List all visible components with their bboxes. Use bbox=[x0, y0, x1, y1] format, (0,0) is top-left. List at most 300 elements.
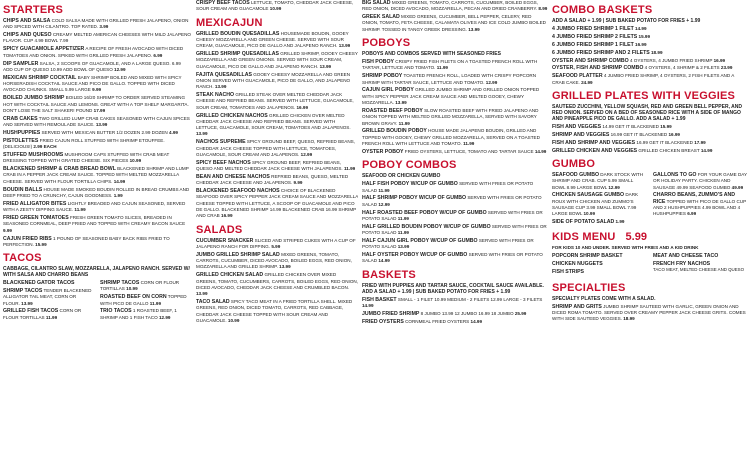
item-price: 12.99 bbox=[485, 79, 498, 85]
item-description: JUMBO SHRIMP SAUTEED WITH GARLIC, GREEN ONION AND DICED ROMA TOMATO. SERVED OVER CREAMY PEPPER JACK CHEESE GRITS. COMES WITH SIDE SAUTEED VEGGIES. bbox=[552, 303, 746, 322]
menu-item bbox=[362, 73, 548, 86]
item-description: CORNMEAL FRIED OYSTERS bbox=[405, 318, 470, 324]
item-description: GRILLED JUMBO SHRIMP AND GRILLED ONION TOPPED WITH SPICY PEPPER JACK CREAM SAUCE AND MELTED GOOEY, CHEWY MOZZARELLA. bbox=[362, 87, 540, 106]
menu-section bbox=[196, 224, 358, 325]
section-title: BASKETS bbox=[362, 268, 416, 281]
item-name: ROASTED BEEF ON CORN bbox=[100, 294, 167, 301]
section-title: SPECIALTIES bbox=[552, 281, 626, 294]
item-name: TRIO TACOS bbox=[100, 308, 132, 315]
item-price: 25.99 bbox=[514, 310, 527, 316]
menu-item bbox=[3, 61, 191, 74]
item-price: 6.99 bbox=[687, 211, 697, 217]
two-column-group bbox=[3, 280, 191, 323]
section-title: POBOY COMBOS bbox=[362, 159, 457, 172]
sub-column-right bbox=[653, 172, 748, 227]
item-price: 12.99 bbox=[608, 184, 620, 190]
item-name: HALF GRILLED BOUDIN POBOY W/CUP OF GUMBO bbox=[362, 223, 491, 230]
section-title: GUMBO bbox=[552, 157, 596, 170]
menu-item bbox=[3, 201, 191, 214]
item-name: CUCUMBER SNACKER bbox=[196, 237, 254, 244]
item-description: FOR YOUR GAME DAY OR HOLIDAY PARTY. CHICKEN AND SAUSAGE 49.99 SEAFOOD GUMBO bbox=[653, 171, 747, 190]
item-name: FISH AND SHRIMP AND VEGGIES bbox=[552, 139, 636, 146]
item-price: 11.99 bbox=[463, 141, 475, 147]
menu-item bbox=[196, 299, 358, 324]
item-name: HALF OYSTER POBOY W/CUP OF GUMBO bbox=[362, 252, 468, 259]
item-description: GRILLED STEAK OVER MELTED CHEDDAR JACK CHEESE AND REFRIED BEANS. SERVED WITH LETTUCE, GUACAMOLE, SOUR CREAM, TOMATOES AND JALAPENOS. bbox=[196, 92, 354, 110]
item-name: CAJUN FRIED RIBS bbox=[3, 235, 52, 242]
item-description: SERVED WITH FRIES OR POTATO SALAD bbox=[362, 195, 542, 207]
menu-item bbox=[3, 32, 191, 45]
item-name: SHRIMP TACOS bbox=[3, 288, 43, 294]
item-name: SHRIMP AND VEGGIES bbox=[552, 131, 610, 138]
item-description: FRIED OYSTERS, LETTUCE, TOMATO AND TARTAR SAUCE bbox=[404, 148, 534, 154]
menu-section bbox=[552, 90, 748, 154]
item-name: HUSHPUPPIES bbox=[3, 129, 41, 136]
item-description: 4 OYSTERS, 4 SHRIMP & 2 FILETS bbox=[644, 65, 720, 71]
menu-column-4 bbox=[552, 0, 748, 455]
item-price: 1.99 bbox=[113, 192, 123, 198]
item-price: 18.99 bbox=[651, 49, 663, 55]
item-price: 15.99 bbox=[638, 33, 651, 39]
item-description: LIGHTLY BREADED AND CAJUN SEASONED, SERVED WITH A ZESTY DIPPING SAUCE. bbox=[3, 200, 186, 213]
item-price: 14.99 bbox=[635, 26, 647, 31]
item-price: 10.99 bbox=[227, 318, 240, 323]
menu-item bbox=[196, 113, 358, 138]
item-name: CHIPS AND SALSA bbox=[3, 18, 51, 24]
item-description: GRILLED CHICKEN OVER MELTED CHEDDAR JACK CHEESE AND REFRIED BEANS. SERVED WITH LETTUCE, GUACAMOLE, SOUR CREAM, TOMATOES AND JALAPENOS. bbox=[196, 112, 351, 131]
item-price: 13.99 bbox=[395, 100, 407, 106]
item-price: 13.99 bbox=[338, 43, 351, 49]
menu-item bbox=[552, 219, 647, 225]
item-price: 2.99 EACH bbox=[33, 144, 57, 150]
item-name: BLACKENED GATOR TACOS bbox=[3, 280, 75, 287]
sub-column-left bbox=[3, 280, 94, 323]
item-price: 24.99 bbox=[581, 79, 593, 85]
menu-item bbox=[3, 130, 191, 136]
item-name: FISH STRIPS bbox=[552, 269, 584, 276]
menu-item bbox=[3, 236, 191, 249]
menu-item bbox=[552, 42, 748, 48]
menu-section bbox=[362, 0, 548, 33]
menu-item bbox=[196, 272, 358, 297]
item-name: HALF ROASTED BEEF POBOY W/CUP OF GUMBO bbox=[362, 209, 487, 216]
item-price: 11.99 bbox=[397, 230, 409, 236]
item-price: 9.99 bbox=[92, 87, 102, 93]
item-price: 1.99 bbox=[615, 219, 625, 225]
item-name: FISH AND VEGGIES bbox=[552, 123, 602, 130]
item-name: TACO SALAD bbox=[196, 299, 230, 306]
section-note: SEAFOOD OR CHICKEN GUMBO bbox=[362, 173, 441, 180]
menu-item bbox=[362, 59, 548, 72]
menu-item bbox=[3, 308, 94, 321]
item-price: 3.99 bbox=[99, 24, 109, 30]
menu-item bbox=[196, 188, 358, 219]
item-name: ROASTED BEEF POBOY bbox=[362, 107, 423, 114]
item-name: GRILLED SHRIMP QUESADILLAS bbox=[196, 51, 279, 58]
item-price: 12.99 bbox=[158, 314, 171, 320]
item-name: GALLONS TO GO bbox=[653, 171, 697, 178]
item-price: 13.99 bbox=[196, 291, 208, 297]
section-note: FOR KIDS 10 AND UNDER. SERVED WITH FRIES AND A KID DRINK bbox=[552, 245, 699, 251]
item-name: HALF CAJUN GIRL POBOY W/CUP OF GUMBO bbox=[362, 237, 478, 244]
item-name: CHIPS AND QUESO bbox=[3, 32, 52, 39]
section-title: POBOYS bbox=[362, 37, 411, 50]
item-price: 13.99 bbox=[319, 63, 332, 69]
item-description: MIXED GREENS, TOMATO, CARROTS, CUCUMBER, BOILED EGGS, RED ONION, DICED AVOCADO, MOZZARELLA, PECAN AND DRIED CRANBERRY. bbox=[362, 0, 538, 12]
item-description: SERVED WITH FRIES OR POTATO SALAD bbox=[362, 252, 543, 264]
item-name: SPICY BEEF NACHOS bbox=[196, 159, 251, 166]
section-note: POBOYS AND COMBOS SERVED WITH SEASONED FRIES bbox=[362, 51, 501, 58]
item-name: GRILLED CHICKEN SALAD bbox=[196, 272, 264, 279]
item-name: FISH POBOY bbox=[362, 59, 394, 66]
menu-item bbox=[3, 46, 191, 59]
item-name: FRIED OYSTERS bbox=[362, 318, 404, 325]
menu-section bbox=[196, 0, 358, 13]
menu-item bbox=[653, 172, 748, 191]
item-name: OYSTER, FISH AND SHRIMP COMBO bbox=[552, 65, 644, 72]
item-price: 14.99 bbox=[470, 318, 483, 324]
menu-item bbox=[3, 18, 191, 31]
item-price: 11.99 bbox=[398, 120, 410, 126]
menu-item bbox=[362, 149, 548, 155]
item-name: PISTOLETTES bbox=[3, 137, 39, 144]
section-title: SALADS bbox=[196, 223, 243, 236]
menu-item bbox=[196, 51, 358, 70]
item-price: 5.99 bbox=[271, 243, 281, 249]
menu-item bbox=[653, 192, 748, 217]
item-description: GRILLED CHICKEN OVER MIXED GREENS, TOMATO, CUCUMBERS, CARROTS, BOILED EGGS, RED ONION, DICED AVOCADO, CHEDDAR JACK CHEESE AND CRUMBLED BACON. bbox=[196, 272, 358, 290]
sub-column-right bbox=[100, 280, 191, 323]
menu-item bbox=[3, 288, 94, 307]
item-price: 14.99 bbox=[534, 148, 547, 154]
menu-item bbox=[552, 65, 748, 71]
menu-item bbox=[3, 152, 191, 165]
item-name: GRILLED CHICKEN AND VEGGIES bbox=[552, 147, 638, 154]
item-name: CAJUN GIRL POBOY bbox=[362, 87, 414, 94]
item-description: 14.99 GET IT BLACKENED bbox=[602, 123, 659, 129]
item-description: TENDER BLACKENED ALLIGATOR TAIL MEAT, CORN OR FLOUR. bbox=[3, 288, 92, 306]
menu-item bbox=[653, 261, 748, 273]
item-name: 4 JUMBO FRIED SHRIMP 2 FILETS bbox=[552, 33, 638, 40]
item-name: BIG SALAD bbox=[362, 0, 391, 6]
item-description: 8 JUMBO 13.99 12 JUMBO 16.99 18 JUMBO bbox=[420, 310, 514, 316]
menu-item bbox=[362, 108, 548, 127]
item-price: 9.99 bbox=[293, 180, 303, 186]
menu-item bbox=[100, 294, 191, 307]
menu-item bbox=[362, 14, 548, 33]
menu-item bbox=[362, 238, 548, 251]
item-description: CRISPY FRIED FISH FILETS ON A TOASTED FRENCH ROLL WITH TARTAR, LETTUCE AND TOMATO. bbox=[362, 59, 538, 71]
item-description: 16.99 GET IT BLACKENED bbox=[636, 139, 693, 145]
menu-item bbox=[552, 192, 647, 217]
item-name: HALF FISH POBOY W/CUP OF GUMBO bbox=[362, 181, 458, 188]
item-price: 14.99 bbox=[700, 147, 713, 153]
item-description: SERVED WITH FRIES OR POTATO SALAD bbox=[362, 223, 547, 236]
item-price: 16.99 bbox=[296, 104, 308, 110]
menu-item bbox=[552, 50, 748, 56]
menu-item bbox=[362, 0, 548, 13]
item-description: CREAMY MELTED AMERICAN CHEESES WITH MILD JALAPENO FLAVOR. CUP 4.99 BOWL 7.99 bbox=[3, 32, 191, 44]
section-note: FRIED WITH PUPPIES AND TARTAR SAUCE, COCKTAIL SAUCE AVAILABLE. ADD A SALAD + 1.99 | SUB BAKED POTATO FOR FRIES + 1.99 bbox=[362, 282, 544, 295]
menu-item bbox=[552, 140, 748, 146]
menu-item bbox=[196, 174, 358, 187]
section-note: SPECIALTY PLATES COME WITH A SALAD. bbox=[552, 295, 656, 302]
item-description: A RECIPE OF FRESH AVOCADO WITH DICED TOMATOES AND ONION. SPIKED WITH GRILLED FRESH JALAPENO. bbox=[3, 46, 184, 58]
item-price: 16.99 bbox=[221, 213, 233, 219]
menu-item bbox=[196, 139, 358, 158]
two-column-group bbox=[552, 172, 748, 227]
item-price: 12.99 bbox=[378, 201, 390, 207]
sub-column-left bbox=[552, 253, 647, 278]
menu-column-1 bbox=[3, 0, 191, 455]
item-description: SERVED WITH FRIES OR POTATO SALAD bbox=[362, 209, 543, 221]
item-name: 4 JUMBO FRIED SHRIMP 1 FILET bbox=[552, 26, 634, 32]
menu-section bbox=[552, 4, 748, 86]
item-price: 9.99 bbox=[3, 227, 12, 233]
item-description: SLICED AND STRIPED CUKES WITH A CUP OF JALAPENO RANCH FOR DIPPING. bbox=[196, 237, 356, 249]
item-name: BEAN AND CHEESE NACHOS bbox=[196, 173, 270, 180]
menu-section bbox=[362, 269, 548, 325]
kids-menu-header bbox=[552, 227, 748, 245]
menu-item bbox=[362, 181, 548, 194]
item-name: HALF SHRIMP POBOY W/CUP OF GUMBO bbox=[362, 195, 467, 202]
item-description: SERVED WITH FRIES OR POTATO SALAD bbox=[362, 181, 534, 193]
item-description: DARK STOCK WITH SHRIMP AND CRAB. CUP 5.99 SMALL BOWL 8.99 LARGE BOWL bbox=[552, 171, 644, 190]
menu-item bbox=[362, 210, 548, 223]
item-price: 13.99 bbox=[214, 84, 227, 90]
section-title: STARTERS bbox=[3, 4, 64, 16]
item-description: HOUSE MADE JALAPENO BOUDIN, GRILLED AND TOPPED WITH GOOEY, CHEWY GRILLED MOZZARELLA, SERVED ON A TOASTED FRENCH ROLL WITH LETTUCE AND TOMATO. bbox=[362, 128, 540, 147]
item-name: GRILLED CHICKEN NACHOS bbox=[196, 112, 268, 119]
menu-item bbox=[196, 0, 358, 13]
item-name: JUMBO FRIED SHRIMP bbox=[362, 310, 420, 317]
item-name: FAJITA QUESADILLAS bbox=[196, 71, 252, 78]
menu-item bbox=[3, 116, 191, 129]
menu-item bbox=[552, 26, 748, 32]
menu-item bbox=[3, 215, 191, 234]
menu-item bbox=[3, 280, 94, 286]
menu-item bbox=[552, 148, 748, 154]
item-price: 13.99 bbox=[95, 122, 108, 128]
item-price: 14.99 bbox=[362, 303, 374, 309]
item-price: 6.99 bbox=[153, 52, 163, 58]
item-price: 11.99 bbox=[45, 314, 58, 320]
two-column-group bbox=[552, 253, 748, 278]
item-price: 10.99 bbox=[126, 286, 138, 292]
item-name: GRILLED BOUDIN QUESADILLAS bbox=[196, 30, 280, 37]
item-description: 1 POUND OF SEASONED BABY BACK RIBS FRIED TO PERFECTION. bbox=[3, 235, 170, 247]
item-name: GRILLED BOUDIN POBOY bbox=[362, 128, 427, 135]
item-name: MEXICAN SHRIMP COCKTAIL bbox=[3, 74, 77, 81]
item-description: BLACKENED SHRIMP AND LUMP CRAB IN A PEPPER JACK CREAM SAUCE. TOPPED WITH MELTED MOZZARELLA CHEESE. SERVED WITH FLOUR TORTILLA CHIPS. bbox=[3, 166, 189, 184]
item-name: CHARRO BEANS, ZUMMO'S AND RICE bbox=[653, 192, 736, 205]
item-description: SERVED WITH MEXICAN BUTTER 1/2 DOZEN 2.99 DOZEN bbox=[41, 129, 168, 135]
item-name: FRENCH FRY NACHOS bbox=[653, 261, 711, 268]
item-description: SERVED WITH FRIES OR POTATO SALAD bbox=[362, 237, 534, 250]
item-description: 16.99 GET IT BLACKENED bbox=[610, 131, 668, 137]
item-description: DARK ROUX WITH CHICKEN AND ZUMMO'S SAUSAGE CUP 3.99 SMALL BOWL 7.99 LARGE BOWL bbox=[552, 192, 639, 217]
item-name: SHRIMP TACOS bbox=[100, 280, 140, 287]
item-name: GREEK SALAD bbox=[362, 14, 400, 21]
menu-section bbox=[3, 252, 191, 323]
item-name: CHICKEN NUGGETS bbox=[552, 261, 603, 268]
item-price: 14.99 bbox=[113, 178, 126, 184]
menu-item bbox=[100, 308, 191, 321]
item-price: 16.99 bbox=[668, 131, 680, 137]
item-description: BABY SHRIMP BOILED AND MIXED WITH SPICY HORSERADISH COCKTAIL SAUCE AND PICO DE GALLO. TOPPED WITH DICED AVOCADO CHUNKS. SMALL 5.99 LARGE bbox=[3, 74, 182, 93]
menu-item bbox=[196, 252, 358, 271]
item-price: 15.99 bbox=[35, 241, 47, 247]
item-name: SIDE OF POTATO SALAD bbox=[552, 219, 615, 226]
sub-column-left bbox=[552, 172, 647, 227]
menu-item bbox=[362, 297, 548, 310]
item-description: HOUSEMADE BOUDIN, GOOEY CHEESY MOZZARELLA AND GREEN CHEESE. SERVED WITH SOUR CREAM, GUACAMOLE, PICO DE GALLO AND JALAPENO RANCH. bbox=[196, 30, 349, 49]
item-price: 12.99 bbox=[114, 66, 126, 72]
menu-item bbox=[552, 34, 748, 40]
menu-item bbox=[3, 166, 191, 185]
item-description: SPICY TACO MEAT IN A FRIED TORTILLA SHELL. MIXED GREENS, RED ONION, DICED TOMATO, CARROTS, RED CABBAGE, CHEDDAR JACK CHEESE TOPPED WITH SOUR CREAM AND GUACAMOLE. bbox=[196, 299, 353, 323]
item-name: 6 JUMBO FRIED SHRIMP AND 2 FILETS bbox=[552, 49, 650, 56]
item-price: 11.99 bbox=[149, 300, 162, 306]
section-note: SAUTEED ZUCCHINI, YELLOW SQUASH, RED AND GREEN BELL PEPPER, AND RED ONION. SERVED ON A BED OF SEASONED RICE WITH A SIDE OF MANGO AND PINEAPPLE PICO DE GALLO. ADD A SALAD + 1.99 bbox=[552, 103, 743, 122]
item-price: 11.99 bbox=[343, 166, 356, 172]
section-title: TACOS bbox=[3, 252, 42, 265]
menu-item bbox=[362, 252, 548, 265]
item-description: 4 OYSTERS, 4 JUMBO FRIED SHRIMP bbox=[629, 57, 713, 63]
menu-item bbox=[552, 261, 647, 267]
item-description: SPICY GROUND BEEF, REFRIED BEANS, QUESO AND MELTED CHEDDAR JACK CHEESE WITH JALAPENOS. bbox=[196, 159, 343, 172]
item-price: 13.99 bbox=[397, 244, 410, 250]
menu-section bbox=[3, 4, 191, 248]
item-description: SPICY GROUND BEEF, QUESO, REFRIED BEANS, CHEDDAR JACK CHEESE TOPPED WITH LETTUCE, TOMATOES, GUACAMOLE, SOUR CREAM AND JALAPENOS. bbox=[196, 139, 356, 157]
section-note: ADD A SALAD + 1.99 | SUB BAKED POTATO FOR FRIES + 1.99 bbox=[552, 18, 701, 24]
item-price: 18.99 bbox=[623, 316, 635, 322]
item-description: SLOW ROASTED BEEF WITH FRIED JALAPENO AND ONION TOPPED WITH MELTED GRILLED MOZZARELLA, SERVED WITH SAVORY BROWN GRAVY. bbox=[362, 107, 539, 126]
item-name: SPICY GUACAMOLE APPETIZER bbox=[3, 46, 85, 53]
menu-section bbox=[196, 17, 358, 220]
menu-item bbox=[362, 224, 548, 237]
section-title: MEXICAJUN bbox=[196, 16, 263, 29]
item-description: 1 ROASTED BEEF, 1 SHRIMP AND 1 FISH TACO bbox=[100, 308, 177, 320]
item-name: OYSTER POBOY bbox=[362, 148, 404, 155]
item-description: FRESH GREEN TOMATO SLICES, BREADED IN SEASONED CORNMEAL, DEEP FRIED AND TOPPED WITH CREAMY BACON SAUCE bbox=[3, 215, 186, 227]
item-description: TACO MEAT, MELTED CHEESE AND QUESO bbox=[653, 267, 744, 273]
item-description: SMALL - 1 FILET 10.99 MEDIUM - 2 FILETS 12.99 LARGE - 3 FILETS bbox=[397, 296, 543, 302]
item-description: LETTUCE, TOMATO, CHEDDAR JACK CHEESE, SOUR CREAM AND GUACAMOLE bbox=[196, 0, 354, 12]
item-description: TOPPED WITH PICO DE GALLO bbox=[100, 294, 187, 306]
menu-section bbox=[362, 37, 548, 155]
item-price: 13.99 bbox=[21, 300, 33, 306]
item-price: 14.99 bbox=[378, 258, 390, 264]
item-name: BOUDIN BALLS bbox=[3, 186, 43, 193]
menu-section bbox=[552, 158, 748, 227]
menu-item bbox=[196, 31, 358, 50]
menu-item bbox=[3, 187, 191, 200]
menu-section bbox=[552, 227, 748, 278]
menu-section bbox=[362, 159, 548, 265]
item-description: SALSA, 2 SCOOPS OF GUACAMOLE, AND A LARGE QUESO. 6.99 ADD CUP OF QUESO 10.99 ADD BOWL OF QUESO bbox=[3, 60, 181, 72]
item-name: OYSTER AND SHRIMP COMBO bbox=[552, 57, 629, 64]
menu-item bbox=[362, 195, 548, 208]
item-price: 17.99 bbox=[694, 139, 706, 145]
item-name: SHRIMP AND GRITS bbox=[552, 303, 602, 310]
item-description: COLD SALSA MADE WITH GRILLED FRESH JALAPENO, ONION AND SPICED WITH CILANTRO. TOP RATED. bbox=[3, 18, 189, 30]
item-price: 10.99 bbox=[269, 6, 282, 12]
menu-item bbox=[552, 172, 647, 191]
menu-item bbox=[362, 128, 548, 147]
item-name: FRIED GREEN TOMATOES bbox=[3, 215, 69, 222]
item-name: CRISPY BEEF TACOS bbox=[196, 0, 250, 6]
item-name: BLACKENED SEAFOOD NACHOS bbox=[196, 188, 280, 195]
item-name: FISH BASKET bbox=[362, 296, 397, 303]
menu-item bbox=[3, 138, 191, 151]
menu-item bbox=[552, 132, 748, 138]
item-price: 11.99 bbox=[436, 65, 448, 71]
item-price: 49.99 bbox=[731, 184, 744, 190]
item-price: 11.99 bbox=[74, 207, 86, 213]
item-name: STUFFED MUSHROOMS bbox=[3, 151, 64, 158]
menu-item bbox=[552, 269, 647, 275]
item-name: NACHOS SUPREME bbox=[196, 139, 246, 146]
item-description: MUSHROOM CAPS STUFFED WITH CRAB MEAT DRESSING TOPPED WITH GRATED CHEESE. SIX PIECES bbox=[3, 151, 170, 164]
item-name: DIP SAMPLER bbox=[3, 60, 39, 67]
item-price: 12.99 bbox=[300, 151, 313, 157]
item-price: 8.99 bbox=[538, 6, 548, 12]
item-price: 10.99 bbox=[583, 211, 595, 217]
menu-item bbox=[552, 73, 748, 86]
item-description: TOPPED WITH PICO DE GALLO CUP AND 2 HUSHPUPPIES 4.99 BOWL AND 4 HUSHPUPPIES bbox=[653, 198, 747, 217]
item-description: CHOICE OF BLACKENED SEAFOOD OVER SPICY PEPPER JACK CREAM SAUCE AND MOZZARELLA CHEESE TOPPED WITH LETTUCE, A SCOOP OF GUACAMOLE AND PICO DE GALLO. BLACKENED SHRIMP 14.99 BLACKENED CRAB 16.99 SHRIMP AND CRAB bbox=[196, 188, 358, 219]
menu-item bbox=[3, 95, 191, 114]
item-description: MIXED GREENS, CUCUMBER, BELL PEPPER, CELERY, RED ONION, TOMATO, FETA CHEESE, CALAMATA OLIVES AND ICE COLD JUMBO BOILED SHRIMP. TOSSED IN TANGY GREEK DRESSING. bbox=[362, 14, 546, 32]
menu-item bbox=[196, 238, 358, 251]
menu-item bbox=[552, 304, 748, 323]
item-name: SEAFOOD PLATTER bbox=[552, 73, 603, 80]
item-price: 13.99 bbox=[196, 131, 208, 137]
section-title: GRILLED PLATES WITH VEGGIES bbox=[552, 89, 736, 102]
item-name: SHRIMP POBOY bbox=[362, 73, 403, 80]
menu-item bbox=[362, 87, 548, 106]
menu-column-2 bbox=[196, 0, 358, 455]
item-description: GRILLED SHRIMP, GOOEY CHEESY MOZZARELLA AND GREEN ONIONS. SERVED WITH SOUR CREAM, GUACAMOLE, PICO DE GALLO AND JALAPENO RANCH. bbox=[196, 51, 358, 69]
item-description: CORN OR FLOUR TORTILLAS bbox=[3, 308, 82, 320]
item-price: 4.99 bbox=[169, 129, 178, 135]
menu-item bbox=[196, 92, 358, 111]
section-title: KIDS MENU bbox=[552, 231, 616, 244]
item-price: 10.99 bbox=[129, 158, 142, 164]
item-description: MIXED GREENS, TOMATO, CARROTS, CUCUMBER, DICED AVOCADO, BOILED EGGS, RED ONION, MOZZARELLA AND GRILLED SHRIMP. bbox=[196, 251, 352, 270]
item-price: 16.99 bbox=[713, 57, 726, 63]
item-name: MEAT AND CHEESE TACO bbox=[653, 253, 719, 260]
item-price: 17.99 bbox=[93, 107, 106, 113]
section-title: COMBO BASKETS bbox=[552, 4, 653, 16]
menu-item bbox=[552, 253, 647, 259]
item-name: CHICKEN SAUSAGE GUMBO bbox=[552, 192, 625, 199]
item-name: SEAFOOD GUMBO bbox=[552, 171, 599, 178]
item-name: BOILED JUMBO SHRIMP bbox=[3, 95, 65, 102]
sub-column-right bbox=[653, 253, 748, 278]
item-name: 6 JUMBO FRIED SHRIMP 1 FILET bbox=[552, 41, 634, 48]
item-price: 13.99 bbox=[279, 264, 291, 270]
menu-item bbox=[362, 311, 548, 317]
menu-item bbox=[100, 280, 191, 293]
item-price: 15.99 bbox=[660, 123, 672, 129]
item-name: CRAB CAKES bbox=[3, 115, 38, 122]
menu-section bbox=[552, 282, 748, 323]
item-description: TOASTED FRENCH ROLL, LOADED WITH CRISPY POPCORN SHRIMP WITH TARTAR SAUCE, LETTUCE AND TOMATO. bbox=[362, 73, 537, 85]
menu-item bbox=[362, 319, 548, 325]
item-price: 23.99 bbox=[720, 65, 733, 71]
